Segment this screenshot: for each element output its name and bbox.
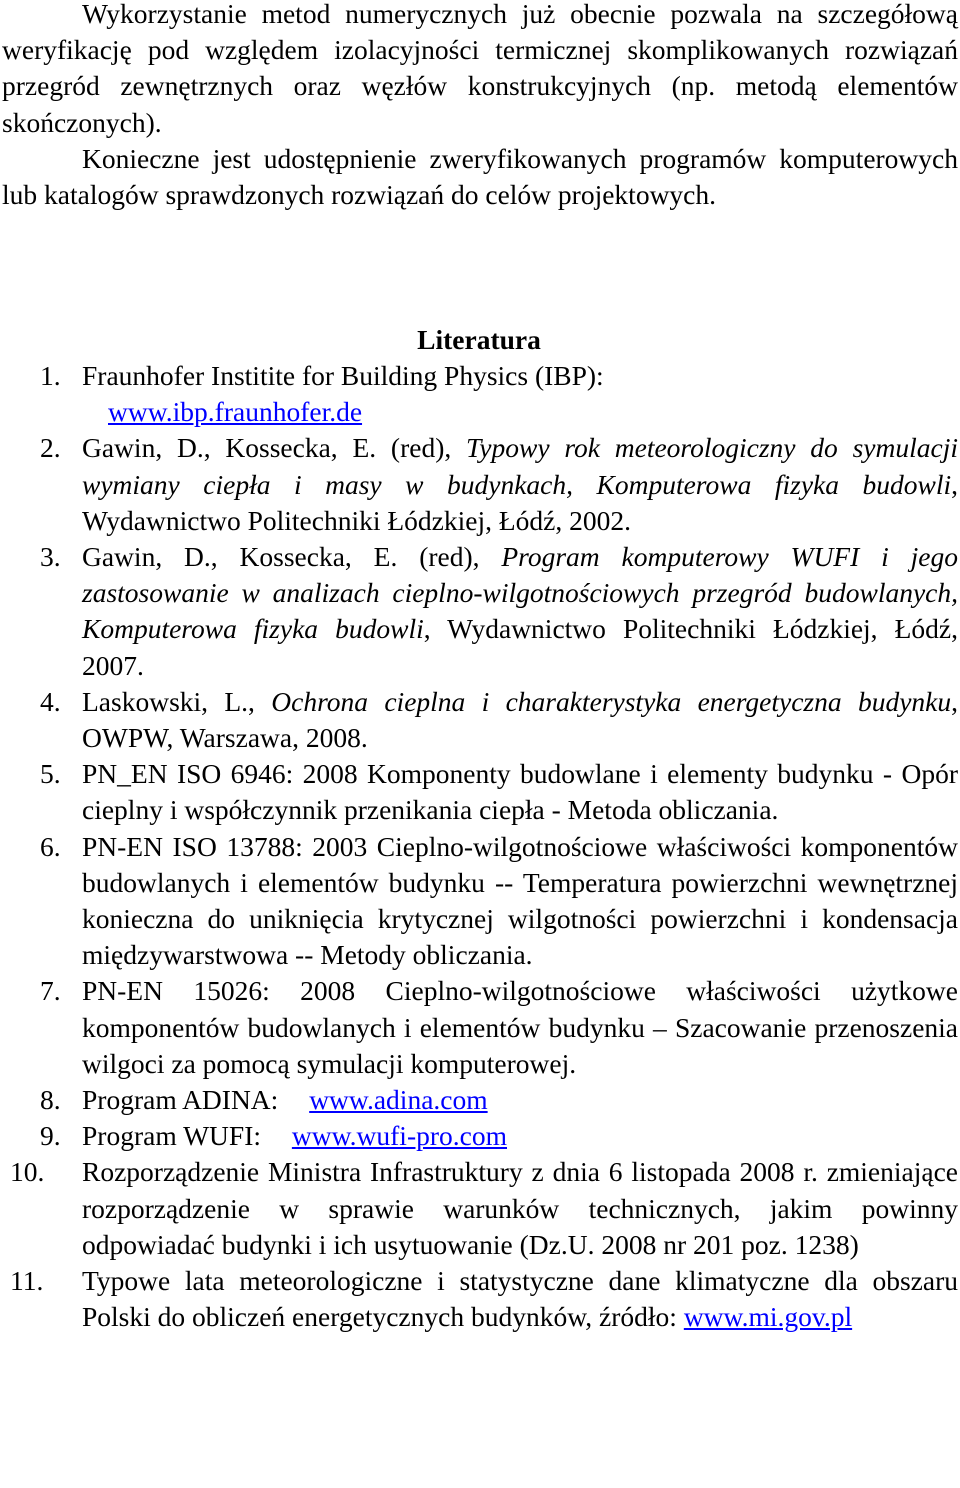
reference-number: 3.	[40, 541, 61, 573]
reference-item	[0, 539, 958, 684]
reference-item	[0, 358, 958, 430]
reference-text: Program ADINA:	[82, 1084, 279, 1116]
reference-text: PN-EN 15026: 2008 Cieplno-wilgotnościowe właściwości użytkowe komponentów budowlanych i elementów budynku – Szacowanie przenoszenia wilgoci za pomocą symulacji komputerowej.	[82, 975, 958, 1079]
reference-number: 5.	[40, 758, 61, 790]
reference-number: 4.	[40, 685, 61, 717]
intro-paragraph: Konieczne jest udostępnienie zweryfikowanych programów komputerowych lub katalogów sprawdzonych rozwiązań do celów projektowych.	[2, 142, 958, 211]
reference-link[interactable]: www.adina.com	[309, 1084, 488, 1116]
reference-authors: Laskowski, L.,	[82, 685, 272, 717]
reference-number: 10.	[10, 1156, 45, 1188]
reference-publisher: , OWPW, Warszawa, 2008.	[82, 685, 958, 754]
reference-publisher: , Wydawnictwo Politechniki Łódzkiej, Łódź, 2002.	[82, 468, 958, 536]
reference-item	[0, 684, 958, 756]
reference-number: 11.	[10, 1265, 44, 1297]
reference-item	[0, 756, 958, 828]
reference-number: 1.	[40, 360, 61, 391]
reference-item	[0, 1118, 958, 1154]
reference-publisher: , Wydawnictwo Politechniki Łódzkiej, Łódź, 2007.	[82, 613, 959, 681]
reference-text: PN-EN ISO 13788: 2003 Cieplno-wilgotnościowe właściwości komponentów budowlanych i elementów budynku -- Temperatura powierzchni wewnętrznej konieczna do uniknięcia krytycznej wilgotności powierzchni i kondensacja międzywarstwowa -- Metody obliczania.	[82, 830, 958, 971]
reference-text: Program WUFI:	[82, 1120, 261, 1152]
intro-paragraph: Wykorzystanie metod numerycznych już obecnie pozwala na szczegółową weryfikację pod względem izolacyjności termicznej skomplikowanych rozwiązań przegród zewnętrznych oraz węzłów konstrukcyjnych (np. metodą elementów skończonych).	[2, 0, 958, 138]
reference-title: Program komputerowy WUFI i jego zastosowanie w analizach cieplno-wilgotnościowych przegród budowlanych, Komputerowa fizyka budowli	[82, 541, 958, 645]
reference-item	[0, 430, 958, 539]
reference-text: PN_EN ISO 6946: 2008 Komponenty budowlane i elementy budynku - Opór cieplny i współczynnik przenikania ciepła - Metoda obliczania.	[82, 758, 958, 826]
reference-title: Typowy rok meteorologiczny do symulacji wymiany ciepła i masy w budynkach, Komputerowa fizyka budowli	[82, 432, 958, 500]
intro-text	[2, 0, 958, 213]
literature-heading	[0, 322, 960, 358]
reference-link[interactable]: www.mi.gov.pl	[683, 1301, 853, 1333]
reference-text: Typowe lata meteorologiczne i statystyczne dane klimatyczne dla obszaru Polski do obliczeń energetycznych budynków, źródło:	[82, 1265, 958, 1333]
reference-authors: Gawin, D., Kossecka, E. (red),	[82, 432, 467, 464]
reference-title: Ochrona cieplna i charakterystyka energetyczna budynku	[271, 685, 952, 717]
literature-heading-text: Literatura	[417, 324, 541, 355]
reference-item	[0, 1263, 958, 1335]
reference-item	[0, 829, 958, 974]
reference-number: 7.	[40, 975, 61, 1007]
reference-item	[0, 973, 958, 1082]
reference-text: Fraunhofer Institite for Building Physics (IBP):	[82, 360, 604, 391]
reference-item	[0, 1154, 958, 1263]
reference-list	[0, 358, 958, 1335]
reference-link[interactable]: www.ibp.fraunhofer.de	[108, 396, 363, 428]
reference-number: 9.	[40, 1120, 61, 1152]
reference-link[interactable]: www.wufi-pro.com	[291, 1120, 507, 1152]
reference-text: Rozporządzenie Ministra Infrastruktury z dnia 6 listopada 2008 r. zmieniające rozporządzenie w sprawie warunków technicznych, jakim powinny odpowiadać budynki i ich usytuowanie (Dz.U. 2008 nr 201 poz. 1238)	[82, 1156, 958, 1260]
reference-number: 8.	[40, 1084, 61, 1116]
reference-number: 6.	[40, 830, 61, 862]
reference-number: 2.	[40, 432, 61, 464]
reference-item	[0, 1082, 958, 1118]
reference-authors: Gawin, D., Kossecka, E. (red),	[82, 541, 502, 573]
